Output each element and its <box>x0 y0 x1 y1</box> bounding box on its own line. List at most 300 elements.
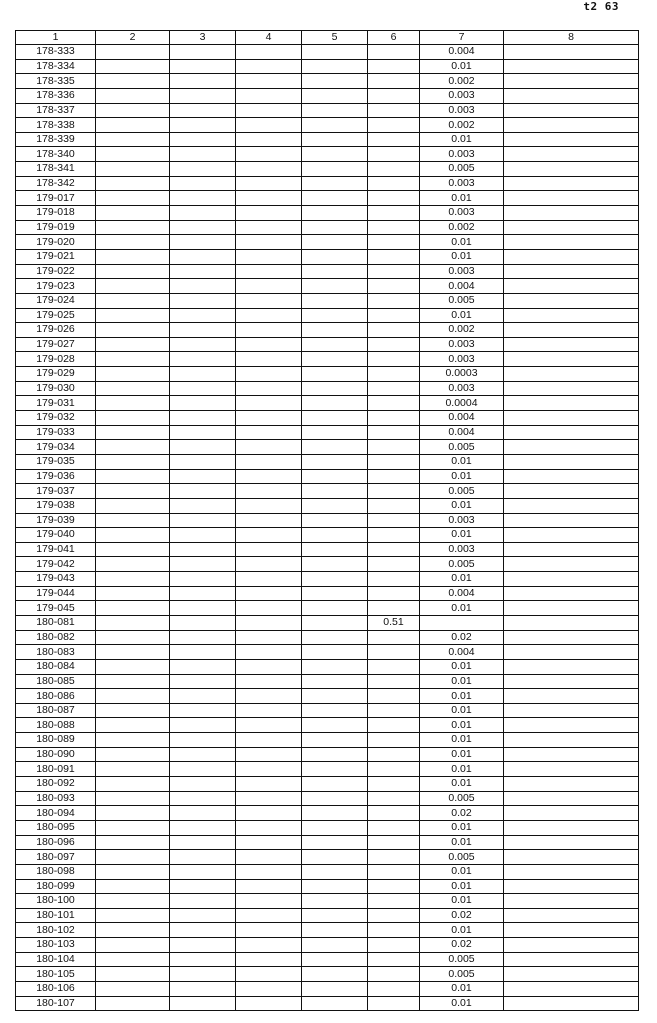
cell-col-6 <box>368 484 420 499</box>
cell-col-8 <box>504 103 639 118</box>
cell-col-5 <box>302 88 368 103</box>
cell-col-1: 180-095 <box>16 820 96 835</box>
cell-col-1: 179-025 <box>16 308 96 323</box>
column-header-4: 4 <box>236 31 302 45</box>
cell-col-1: 179-029 <box>16 367 96 382</box>
cell-col-8 <box>504 147 639 162</box>
table-row <box>16 440 639 455</box>
table-row <box>16 191 639 206</box>
cell-col-6 <box>368 498 420 513</box>
cell-col-6 <box>368 791 420 806</box>
column-header-3: 3 <box>170 31 236 45</box>
cell-col-4 <box>236 908 302 923</box>
cell-col-3 <box>170 967 236 982</box>
cell-col-5 <box>302 938 368 953</box>
cell-col-5 <box>302 308 368 323</box>
cell-col-1: 180-086 <box>16 689 96 704</box>
cell-col-1: 179-044 <box>16 586 96 601</box>
cell-col-2 <box>96 689 170 704</box>
cell-col-2 <box>96 162 170 177</box>
cell-col-7: 0.003 <box>420 264 504 279</box>
cell-col-8 <box>504 703 639 718</box>
table-row <box>16 147 639 162</box>
table-row <box>16 132 639 147</box>
cell-col-3 <box>170 586 236 601</box>
table-row <box>16 938 639 953</box>
cell-col-3 <box>170 88 236 103</box>
cell-col-8 <box>504 747 639 762</box>
cell-col-7: 0.005 <box>420 440 504 455</box>
table-row <box>16 996 639 1011</box>
cell-col-6 <box>368 264 420 279</box>
cell-col-8 <box>504 235 639 250</box>
cell-col-8 <box>504 352 639 367</box>
cell-col-3 <box>170 45 236 60</box>
cell-col-6 <box>368 323 420 338</box>
cell-col-5 <box>302 498 368 513</box>
cell-col-7: 0.002 <box>420 74 504 89</box>
cell-col-6 <box>368 74 420 89</box>
cell-col-3 <box>170 323 236 338</box>
cell-col-1: 180-090 <box>16 747 96 762</box>
cell-col-6 <box>368 894 420 909</box>
cell-col-5 <box>302 601 368 616</box>
cell-col-4 <box>236 718 302 733</box>
cell-col-1: 179-030 <box>16 381 96 396</box>
cell-col-1: 180-087 <box>16 703 96 718</box>
cell-col-6 <box>368 88 420 103</box>
cell-col-2 <box>96 191 170 206</box>
cell-col-1: 180-106 <box>16 982 96 997</box>
cell-col-6 <box>368 864 420 879</box>
cell-col-1: 180-088 <box>16 718 96 733</box>
cell-col-8 <box>504 454 639 469</box>
cell-col-4 <box>236 923 302 938</box>
cell-col-6 <box>368 689 420 704</box>
cell-col-4 <box>236 835 302 850</box>
cell-col-7: 0.004 <box>420 586 504 601</box>
cell-col-4 <box>236 323 302 338</box>
cell-col-1: 180-084 <box>16 659 96 674</box>
cell-col-7: 0.01 <box>420 528 504 543</box>
cell-col-7: 0.01 <box>420 996 504 1011</box>
cell-col-8 <box>504 411 639 426</box>
cell-col-8 <box>504 118 639 133</box>
table-body <box>16 45 639 1011</box>
cell-col-6 <box>368 952 420 967</box>
cell-col-7: 0.02 <box>420 630 504 645</box>
table-row <box>16 982 639 997</box>
cell-col-1: 180-097 <box>16 850 96 865</box>
cell-col-1: 179-032 <box>16 411 96 426</box>
cell-col-3 <box>170 191 236 206</box>
cell-col-8 <box>504 45 639 60</box>
cell-col-1: 180-082 <box>16 630 96 645</box>
cell-col-3 <box>170 293 236 308</box>
cell-col-3 <box>170 791 236 806</box>
cell-col-6 <box>368 162 420 177</box>
cell-col-3 <box>170 938 236 953</box>
cell-col-3 <box>170 850 236 865</box>
cell-col-7: 0.003 <box>420 542 504 557</box>
cell-col-5 <box>302 293 368 308</box>
cell-col-4 <box>236 733 302 748</box>
table-row <box>16 367 639 382</box>
cell-col-3 <box>170 352 236 367</box>
cell-col-3 <box>170 572 236 587</box>
table-row <box>16 74 639 89</box>
cell-col-4 <box>236 938 302 953</box>
cell-col-1: 180-101 <box>16 908 96 923</box>
cell-col-5 <box>302 820 368 835</box>
data-table <box>15 30 639 1011</box>
cell-col-5 <box>302 879 368 894</box>
cell-col-2 <box>96 396 170 411</box>
cell-col-5 <box>302 572 368 587</box>
cell-col-8 <box>504 162 639 177</box>
cell-col-5 <box>302 645 368 660</box>
cell-col-8 <box>504 923 639 938</box>
cell-col-7: 0.02 <box>420 806 504 821</box>
cell-col-3 <box>170 718 236 733</box>
table-row <box>16 206 639 221</box>
cell-col-8 <box>504 645 639 660</box>
cell-col-4 <box>236 279 302 294</box>
cell-col-7: 0.005 <box>420 850 504 865</box>
table-row <box>16 659 639 674</box>
cell-col-6 <box>368 923 420 938</box>
cell-col-2 <box>96 264 170 279</box>
cell-col-8 <box>504 938 639 953</box>
cell-col-2 <box>96 45 170 60</box>
cell-col-4 <box>236 381 302 396</box>
cell-col-6 <box>368 850 420 865</box>
cell-col-3 <box>170 689 236 704</box>
cell-col-7: 0.02 <box>420 908 504 923</box>
cell-col-2 <box>96 206 170 221</box>
cell-col-3 <box>170 806 236 821</box>
cell-col-1: 180-098 <box>16 864 96 879</box>
cell-col-1: 179-037 <box>16 484 96 499</box>
cell-col-4 <box>236 454 302 469</box>
cell-col-1: 179-035 <box>16 454 96 469</box>
cell-col-7: 0.003 <box>420 352 504 367</box>
cell-col-7: 0.01 <box>420 249 504 264</box>
cell-col-5 <box>302 118 368 133</box>
cell-col-1: 180-093 <box>16 791 96 806</box>
table-row <box>16 454 639 469</box>
cell-col-2 <box>96 864 170 879</box>
cell-col-3 <box>170 498 236 513</box>
cell-col-8 <box>504 88 639 103</box>
cell-col-3 <box>170 645 236 660</box>
cell-col-1: 180-081 <box>16 615 96 630</box>
cell-col-4 <box>236 674 302 689</box>
cell-col-2 <box>96 967 170 982</box>
cell-col-1: 179-026 <box>16 323 96 338</box>
cell-col-1: 178-338 <box>16 118 96 133</box>
cell-col-5 <box>302 528 368 543</box>
cell-col-4 <box>236 191 302 206</box>
cell-col-2 <box>96 176 170 191</box>
cell-col-3 <box>170 674 236 689</box>
cell-col-6 <box>368 820 420 835</box>
table-row <box>16 557 639 572</box>
cell-col-7: 0.01 <box>420 879 504 894</box>
cell-col-7: 0.02 <box>420 938 504 953</box>
cell-col-5 <box>302 264 368 279</box>
cell-col-1: 180-107 <box>16 996 96 1011</box>
cell-col-4 <box>236 996 302 1011</box>
table-row <box>16 308 639 323</box>
cell-col-2 <box>96 220 170 235</box>
cell-col-2 <box>96 747 170 762</box>
cell-col-1: 179-040 <box>16 528 96 543</box>
table-row <box>16 484 639 499</box>
cell-col-3 <box>170 264 236 279</box>
cell-col-8 <box>504 440 639 455</box>
table-row <box>16 806 639 821</box>
cell-col-6 <box>368 220 420 235</box>
cell-col-6 <box>368 659 420 674</box>
cell-col-4 <box>236 293 302 308</box>
cell-col-1: 180-094 <box>16 806 96 821</box>
cell-col-6 <box>368 411 420 426</box>
cell-col-4 <box>236 572 302 587</box>
cell-col-3 <box>170 206 236 221</box>
cell-col-6 <box>368 733 420 748</box>
cell-col-1: 179-045 <box>16 601 96 616</box>
cell-col-2 <box>96 557 170 572</box>
table-row <box>16 118 639 133</box>
cell-col-5 <box>302 762 368 777</box>
cell-col-6 <box>368 835 420 850</box>
cell-col-7: 0.002 <box>420 220 504 235</box>
cell-col-7: 0.01 <box>420 703 504 718</box>
cell-col-6 <box>368 777 420 792</box>
cell-col-5 <box>302 469 368 484</box>
cell-col-4 <box>236 411 302 426</box>
cell-col-1: 179-034 <box>16 440 96 455</box>
cell-col-8 <box>504 249 639 264</box>
cell-col-8 <box>504 967 639 982</box>
cell-col-5 <box>302 777 368 792</box>
cell-col-8 <box>504 908 639 923</box>
cell-col-7: 0.01 <box>420 469 504 484</box>
cell-col-7: 0.005 <box>420 484 504 499</box>
table-row <box>16 528 639 543</box>
cell-col-5 <box>302 835 368 850</box>
cell-col-3 <box>170 528 236 543</box>
cell-col-8 <box>504 264 639 279</box>
cell-col-3 <box>170 337 236 352</box>
cell-col-3 <box>170 777 236 792</box>
table-row <box>16 425 639 440</box>
cell-col-4 <box>236 806 302 821</box>
table-row <box>16 630 639 645</box>
cell-col-8 <box>504 689 639 704</box>
cell-col-6 <box>368 440 420 455</box>
cell-col-3 <box>170 557 236 572</box>
cell-col-4 <box>236 469 302 484</box>
table-row <box>16 88 639 103</box>
table-row <box>16 220 639 235</box>
cell-col-4 <box>236 586 302 601</box>
cell-col-6 <box>368 308 420 323</box>
cell-col-8 <box>504 601 639 616</box>
cell-col-7: 0.01 <box>420 59 504 74</box>
cell-col-5 <box>302 396 368 411</box>
cell-col-5 <box>302 923 368 938</box>
cell-col-7: 0.01 <box>420 733 504 748</box>
cell-col-3 <box>170 308 236 323</box>
cell-col-8 <box>504 220 639 235</box>
cell-col-7 <box>420 615 504 630</box>
cell-col-4 <box>236 615 302 630</box>
cell-col-7: 0.003 <box>420 176 504 191</box>
table-row <box>16 323 639 338</box>
cell-col-5 <box>302 703 368 718</box>
table-row <box>16 747 639 762</box>
cell-col-6 <box>368 938 420 953</box>
cell-col-2 <box>96 484 170 499</box>
cell-col-1: 179-024 <box>16 293 96 308</box>
cell-col-5 <box>302 894 368 909</box>
cell-col-7: 0.003 <box>420 88 504 103</box>
column-header-8: 8 <box>504 31 639 45</box>
cell-col-5 <box>302 323 368 338</box>
cell-col-7: 0.01 <box>420 191 504 206</box>
cell-col-3 <box>170 249 236 264</box>
cell-col-4 <box>236 952 302 967</box>
cell-col-4 <box>236 235 302 250</box>
cell-col-2 <box>96 733 170 748</box>
cell-col-5 <box>302 484 368 499</box>
cell-col-1: 179-018 <box>16 206 96 221</box>
table-row <box>16 645 639 660</box>
cell-col-3 <box>170 132 236 147</box>
cell-col-4 <box>236 601 302 616</box>
cell-col-8 <box>504 982 639 997</box>
cell-col-3 <box>170 894 236 909</box>
cell-col-2 <box>96 411 170 426</box>
cell-col-2 <box>96 791 170 806</box>
table-row <box>16 411 639 426</box>
cell-col-5 <box>302 982 368 997</box>
cell-col-7: 0.005 <box>420 557 504 572</box>
cell-col-5 <box>302 220 368 235</box>
cell-col-6 <box>368 982 420 997</box>
cell-col-1: 179-027 <box>16 337 96 352</box>
cell-col-2 <box>96 894 170 909</box>
cell-col-7: 0.01 <box>420 835 504 850</box>
cell-col-4 <box>236 440 302 455</box>
cell-col-2 <box>96 718 170 733</box>
cell-col-7: 0.003 <box>420 147 504 162</box>
cell-col-8 <box>504 762 639 777</box>
cell-col-6 <box>368 235 420 250</box>
cell-col-5 <box>302 557 368 572</box>
cell-col-8 <box>504 528 639 543</box>
cell-col-5 <box>302 249 368 264</box>
cell-col-8 <box>504 176 639 191</box>
cell-col-8 <box>504 381 639 396</box>
cell-col-2 <box>96 235 170 250</box>
cell-col-8 <box>504 659 639 674</box>
cell-col-8 <box>504 132 639 147</box>
cell-col-4 <box>236 132 302 147</box>
cell-col-4 <box>236 513 302 528</box>
cell-col-7: 0.01 <box>420 235 504 250</box>
cell-col-6 <box>368 528 420 543</box>
cell-col-5 <box>302 967 368 982</box>
cell-col-5 <box>302 132 368 147</box>
cell-col-1: 180-083 <box>16 645 96 660</box>
cell-col-4 <box>236 337 302 352</box>
cell-col-6 <box>368 191 420 206</box>
cell-col-5 <box>302 908 368 923</box>
cell-col-4 <box>236 659 302 674</box>
table-row <box>16 864 639 879</box>
table-row <box>16 176 639 191</box>
cell-col-8 <box>504 513 639 528</box>
table-row <box>16 264 639 279</box>
cell-col-8 <box>504 191 639 206</box>
cell-col-2 <box>96 103 170 118</box>
cell-col-2 <box>96 249 170 264</box>
table-row <box>16 45 639 60</box>
cell-col-3 <box>170 381 236 396</box>
cell-col-4 <box>236 308 302 323</box>
cell-col-1: 178-334 <box>16 59 96 74</box>
table-row <box>16 162 639 177</box>
cell-col-3 <box>170 118 236 133</box>
cell-col-3 <box>170 747 236 762</box>
cell-col-2 <box>96 337 170 352</box>
table-row <box>16 103 639 118</box>
table-row <box>16 396 639 411</box>
cell-col-2 <box>96 879 170 894</box>
table-row <box>16 352 639 367</box>
cell-col-2 <box>96 542 170 557</box>
cell-col-5 <box>302 806 368 821</box>
cell-col-8 <box>504 996 639 1011</box>
cell-col-3 <box>170 162 236 177</box>
cell-col-7: 0.01 <box>420 894 504 909</box>
cell-col-5 <box>302 733 368 748</box>
table-row <box>16 908 639 923</box>
cell-col-7: 0.01 <box>420 923 504 938</box>
cell-col-2 <box>96 572 170 587</box>
cell-col-1: 179-042 <box>16 557 96 572</box>
cell-col-7: 0.01 <box>420 982 504 997</box>
cell-col-8 <box>504 498 639 513</box>
cell-col-6 <box>368 557 420 572</box>
cell-col-7: 0.01 <box>420 308 504 323</box>
cell-col-3 <box>170 923 236 938</box>
cell-col-2 <box>96 498 170 513</box>
cell-col-7: 0.003 <box>420 337 504 352</box>
table-row <box>16 820 639 835</box>
cell-col-8 <box>504 718 639 733</box>
cell-col-5 <box>302 996 368 1011</box>
cell-col-6 <box>368 513 420 528</box>
cell-col-2 <box>96 74 170 89</box>
cell-col-8 <box>504 367 639 382</box>
cell-col-2 <box>96 293 170 308</box>
cell-col-4 <box>236 74 302 89</box>
cell-col-2 <box>96 279 170 294</box>
